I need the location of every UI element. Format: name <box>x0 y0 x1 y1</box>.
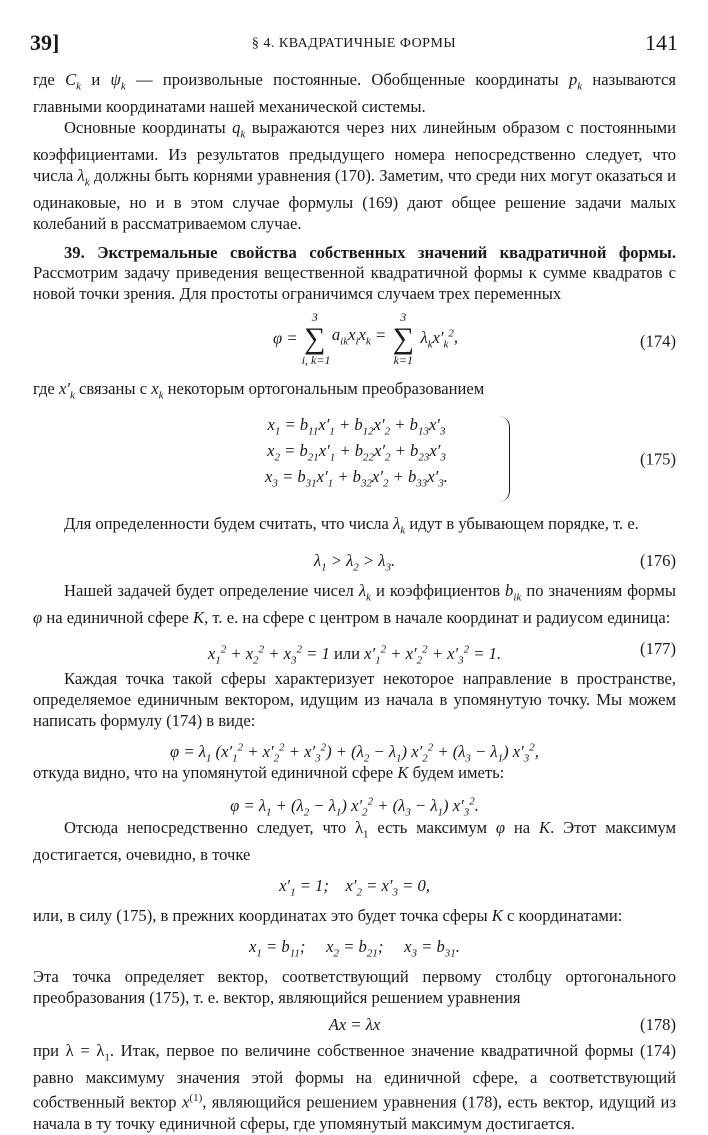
paragraph-7: Каждая точка такой сферы характеризует некоторое направление в пространстве, определяемое единичным вектором, идущим из начала в упомянутую точку. Мы можем написать формулу (174) в виде: <box>33 669 676 730</box>
paragraph-11: Эта точка определяет вектор, соответствующий первому столбцу ортогонального преобразования (175), т. е. вектор, являющийся решением уравнения <box>33 966 676 1007</box>
equation-coords: $x_1 = b_{11}$; $x_2 = b_{21}$; $x_3 = b_{31}$. <box>249 936 460 960</box>
right-brace <box>499 416 510 502</box>
paragraph-1: где $C_k$ и $\psi_k$ — произвольные постоянные. Обобщенные координаты $p_k$ называются главными координатами нашей механической системы. <box>33 70 676 117</box>
section-ref: 39] <box>30 30 60 55</box>
paragraph-4: где $x'_k$ связаны с $x_k$ некоторым ортогональным преобразованием <box>33 378 485 402</box>
paragraph-12: при $\lambda = \lambda_1$. Итак, первое по величине собственное значение квадратичной формы (174) равно максимуму значения этой формы на единичной сфере, а соответствующий собственный вектор $x^{(1)}$, являющийся решением уравнения (178), есть вектор, идущий из начала в ту точку единичной сферы, где упомянутый максимум достигается. <box>33 1040 676 1133</box>
equation-174: φ = 3 ∑ i, k=1 $a_{ik}x_ix_k$ = 3 ∑ k=1 $\lambda_kx'_k^2$, (174) <box>273 309 676 367</box>
equation-number-178: (178) <box>640 1014 676 1034</box>
paragraph-8: откуда видно, что на упомянутой единичной сфере K будем иметь: <box>33 763 505 783</box>
paragraph-2: Основные координаты $q_k$ выражаются через них линейным образом с постоянными коэффициентами. Из результатов предыдущего номера непосредственно следует, что числа $\lambda_k$ должны быть корнями уравнения (170). Заметим, что среди них могут оказаться и одинаковые, но и в этом случае формулы (169) дают общее решение задачи малых колебаний в рассматриваемом случае. <box>33 117 676 233</box>
running-title: § 4. КВАДРАТИЧНЫЕ ФОРМЫ <box>251 36 457 51</box>
equation-175: $x_1 = b_{11}x'_1 + b_{12}x'_2 + b_{13}x'_3$ $x_2 = b_{21}x'_1 + b_{22}x'_2 + b_{23}x'_3$ $x_3 = b_{31}x'_1 + b_{32}x'_2 + b_{33}x'_3$. (175) <box>33 410 676 510</box>
paragraph-9: Отсюда непосредственно следует, что $\lambda_1$ есть максимум φ на K. Этот максимум достигается, очевидно, в точке <box>33 818 677 865</box>
page-body <box>33 70 676 1135</box>
equation-on-sphere: $\varphi = \lambda_1 + (\lambda_2 - \lambda_1) x'_2^2 + (\lambda_3 - \lambda_1)$ $x'_3^2$. <box>230 795 479 819</box>
section-39: 39. Экстремальные свойства собственных значений квадратичной формы. Рассмотрим задачу приведения вещественной квадратичной формы к сумме квадратов с новой точки зрения. Для простоты ограничимся случаем трех переменных <box>33 242 676 304</box>
paragraph-5: Для определенности будем считать, что числа $\lambda_k$ идут в убывающем порядке, т. е. <box>64 514 639 537</box>
page-header <box>30 30 678 60</box>
equation-number-177: (177) <box>640 639 676 659</box>
paragraph-10: или, в силу (175), в прежних координатах это будет точка сферы K с координатами: <box>33 906 623 926</box>
equation-rewrite: $\varphi = \lambda_1$ $(x'_1^2 + x'_2^2 + x'_3^2) + (\lambda_2 - \lambda_1) x'_2^2 + (\lambda_3 - \lambda_1)$ $x'_3^2$, <box>170 741 539 765</box>
page-number: 141 <box>645 30 678 55</box>
section-title: 39. Экстремальные свойства собственных значений квадратичной формы. <box>64 242 676 262</box>
paragraph-6: Нашей задачей будет определение чисел $\lambda_k$ и коэффициентов $b_{ik}$ по значениям формы φ на единичной сфере K, т. е. на сфере с центром в начале координат и радиусом единица: <box>33 581 676 628</box>
equation-178: Ax = λx (178) <box>33 1013 676 1037</box>
equation-number-174: (174) <box>640 331 676 351</box>
equation-max-point: $x'_1 = 1$; $x'_2 = x'_3 = 0$, <box>279 876 430 899</box>
equation-number-175: (175) <box>640 449 676 469</box>
equation-176: $\lambda_1 > \lambda_2 > \lambda_3$. (176) <box>33 545 676 577</box>
equation-number-176: (176) <box>640 551 676 571</box>
equation-177: $x_1^2 + x_2^2 + x_3^2 = 1$ или $x'_1^2 + x'_2^2 + x'_3^2 = 1$. (177) <box>33 633 676 665</box>
